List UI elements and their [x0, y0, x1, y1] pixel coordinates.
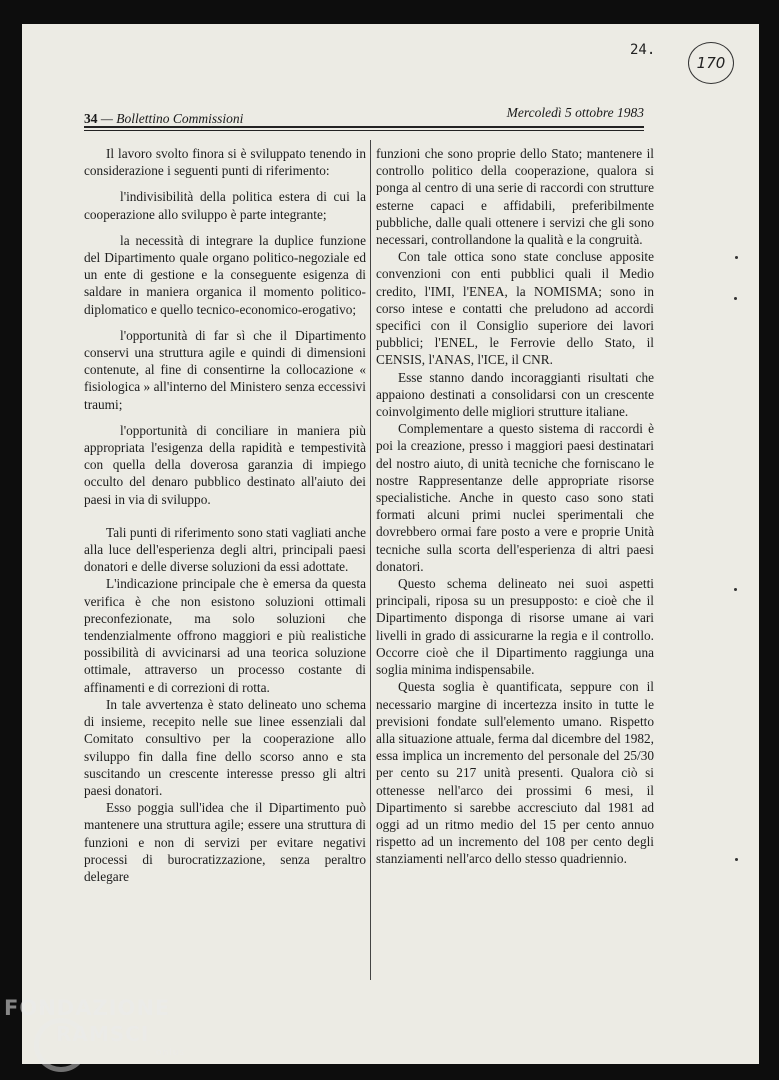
paragraph: Il lavoro svolto finora si è sviluppato tenendo in considerazione i seguenti punti di riferimento: — [84, 146, 366, 179]
paragraph: Tali punti di riferimento sono stati vagliati anche alla luce dell'esperienza degli altri, principali paesi donatori e delle diverse soluzioni da essi adottate. — [84, 524, 366, 575]
header-date: Mercoledì 5 ottobre 1983 — [506, 105, 644, 120]
list-item: l'indivisibilità della politica estera di cui la cooperazione allo sviluppo è parte integrante; — [84, 189, 366, 222]
header-publication-title: — Bollettino Commissioni — [97, 111, 244, 126]
paragraph: Esso poggia sull'idea che il Dipartimento può mantenere una struttura agile; essere una struttura di funzioni e non di servizi per evitare negativi processi di burocratizzazione, senza peraltro delegare — [84, 800, 366, 884]
watermark-line2: RAMSCI — [56, 1022, 150, 1046]
watermark-line1: FONDAZIONE — [4, 996, 171, 1020]
running-header — [84, 105, 644, 125]
header-page-number: 34 — [84, 111, 98, 126]
paragraph: Questa soglia è quantificata, seppure con il necessario margine di incertezza insito in tutte le previsioni fondate sull'elemento umano. Rispetto alla situazione attuale, ferma dal dicembre del 1982, essa implica un incremento del personale del 25/30 per cento su 217 unità presenti. Qualora ciò si ottenesse nell'arco dei prossimi 6 mesi, il Dipartimento si sarebbe accresciuto dal 1981 ad oggi ad un ritmo medio del 15 per cento annuo rispetto ad un incremento del 108 per cento degli stanziamenti nell'arco dello stesso quadriennio. — [376, 679, 655, 867]
paragraph: Questo schema delineato nei suoi aspetti principali, riposa su un presupposto: e cioè che il Dipartimento disponga di risorse umane ai vari livelli in grado di assicurarne la regia e il controllo. Occorre cioè che il Dipartimento raggiunga una soglia minima indispensabile. — [376, 576, 654, 678]
paragraph: Esse stanno dando incoraggianti risultati che appaiono destinati a consolidarsi con un crescente coinvolgimento delle migliori strutture italiane. — [376, 369, 654, 420]
column-divider — [370, 140, 371, 980]
scan-speck — [735, 256, 738, 259]
header-left — [84, 111, 243, 127]
header-rule — [84, 126, 644, 131]
left-column — [84, 145, 366, 885]
paragraph: L'indicazione principale che è emersa da questa verifica è che non esistono soluzioni ottimali preconfezionate, ma solo soluzioni che tendenzialmente offrono maggiori e più realistiche possibilità di avvicinarsi ad una teorica soluzione ottimale, attraverso un processo costante di affinamenti e di correzioni di rotta. — [84, 576, 366, 695]
paragraph: funzioni che sono proprie dello Stato; mantenere il controllo politico della cooperazione, qualora si ponga al centro di una serie di raccordi con strutture esterne capaci e affidabili, preferibilmente pubbliche, dalle quali ottenere i servizi che gli sono necessari, controllandone la qualità e la congruità. — [376, 146, 654, 248]
fondazione-gramsci-watermark — [4, 996, 194, 1076]
scan-speck — [735, 858, 738, 861]
circled-folio-number: 170 — [688, 42, 734, 84]
paragraph: Con tale ottica sono state concluse apposite convenzioni con enti pubblici quali il Medio credito, l'IMI, l'ENEA, la NOMISMA; sono in corso intese e contatti che preludono ad accordi specifici con il Consiglio superiore dei lavori pubblici; l'ENEL, le Ferrovie dello Stato, il CENSIS, l'ANAS, l'ICE, il CNR. — [376, 249, 654, 368]
scan-speck — [734, 297, 737, 300]
scan-speck — [734, 588, 737, 591]
list-item: la necessità di integrare la duplice funzione del Dipartimento quale organo politico-negoziale ed un ente di gestione e la conseguente esigenza di saldare in maniera organica il momento politico-diplomatico e quello tecnico-economico-erogativo; — [84, 232, 366, 317]
archive-page-number: 24. — [630, 42, 656, 58]
list-item: l'opportunità di far sì che il Dipartimento conservi una struttura agile e quindi di dimensioni contenute, al fine di consentirne la collocazione « fisiologica » all'interno del Ministero senza eccessivi traumi; — [84, 327, 366, 412]
paragraph: Complementare a questo sistema di raccordi è poi la creazione, presso i maggiori paesi destinatari del nostro aiuto, di unità tecniche che forniscano le nostre Rappresentanze delle appropriate risorse specialistiche. Anche in questo caso sono stati formati alcuni primi nuclei sperimentali che dovrebbero ormai fare posto a vere e proprie Unità tecniche sulla scorta dell'esperienza di altri paesi donatori. — [376, 421, 654, 574]
paragraph: In tale avvertenza è stato delineato uno schema di insieme, recepito nelle sue linee essenziali dal Comitato consultivo per la cooperazione allo sviluppo fin dalla fine dello scorso anno e sta suscitando un crescente interesse presso gli altri paesi donatori. — [84, 696, 366, 798]
list-item: l'opportunità di conciliare in maniera più appropriata l'esigenza della rapidità e tempestività con quella della doverosa garanzia di impiego occulto del denaro pubblico destinato all'aiuto dei paesi in via di sviluppo. — [84, 422, 366, 507]
watermark-onlus: onlus — [156, 1048, 186, 1058]
right-column — [376, 145, 654, 868]
